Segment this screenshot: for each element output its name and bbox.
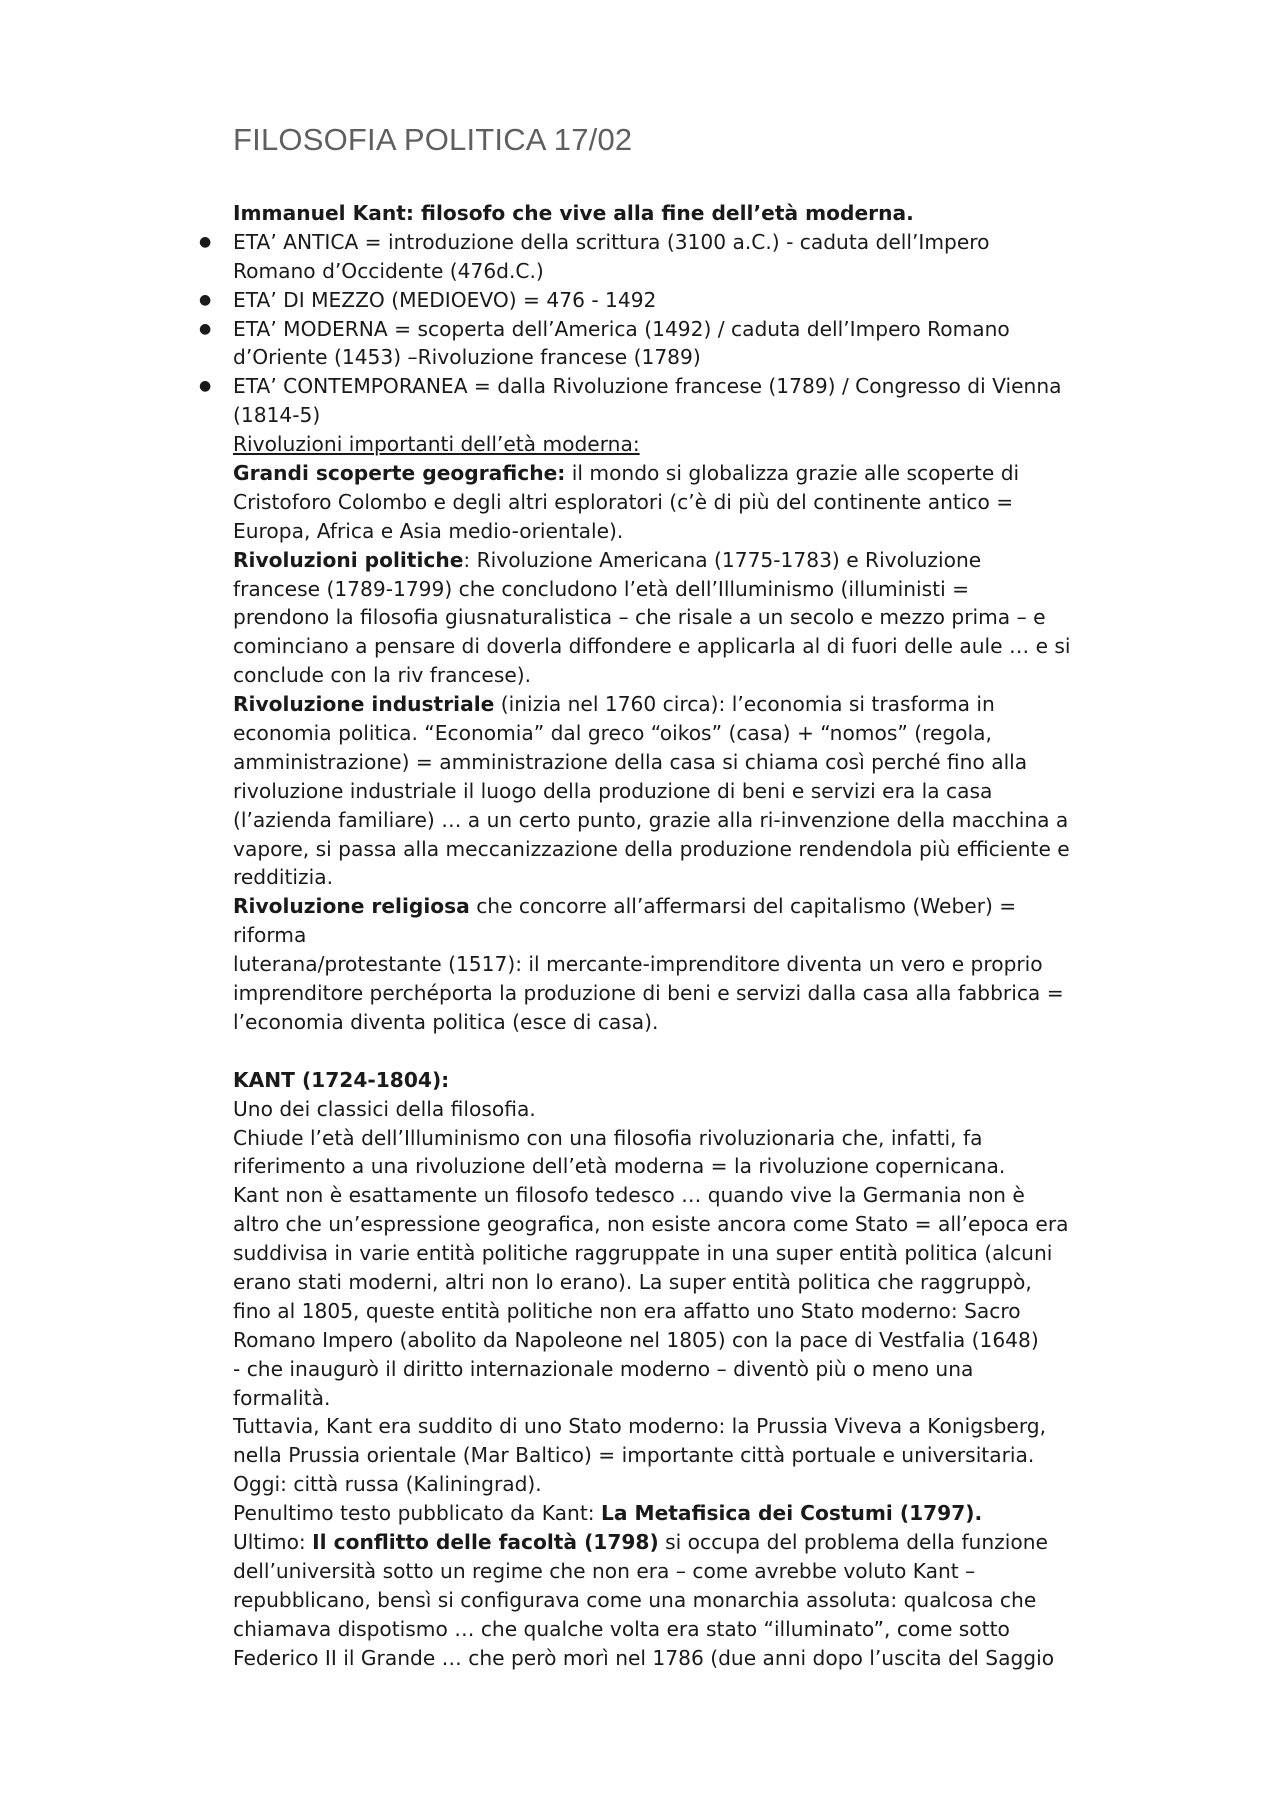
paragraph-line: Europa, Africa e Asia medio-orientale). xyxy=(233,518,624,543)
paragraph-line: rivoluzione industriale il luogo della produzione di beni e servizi era la casa xyxy=(233,778,993,803)
paragraph-line: Uno dei classici della filosofia. xyxy=(233,1096,536,1121)
paragraph-line: Kant non è esattamente un filosofo tedesco … quando vive la Germania non è xyxy=(233,1183,1025,1208)
list-item: ● ETA’ ANTICA = introduzione della scrittura (3100 a.C.) - caduta dell’Impero xyxy=(233,228,1233,257)
paragraph-line: Federico II il Grande … che però morì nel 1786 (due anni dopo l’uscita del Saggio xyxy=(233,1645,1055,1670)
paragraph-line: francese (1789-1799) che concludono l’età dell’Illuminismo (illuministi = xyxy=(233,576,970,601)
eras-list xyxy=(199,228,1233,430)
paragraph-line: dell’università sotto un regime che non era – come avrebbe voluto Kant – xyxy=(233,1558,976,1583)
paragraph-line: Grandi scoperte geografiche: il mondo si globalizza grazie alle scoperte di xyxy=(233,461,1020,486)
paragraph-line: - che inaugurò il diritto internazionale moderno – diventò più o meno una xyxy=(233,1356,974,1381)
paragraph-line: Rivoluzione religiosa che concorre all’affermarsi del capitalismo (Weber) = xyxy=(233,894,1017,919)
bullet-icon: ● xyxy=(199,320,212,337)
paragraph-line: Ultimo: Il conflitto delle facoltà (1798) si occupa del problema della funzione xyxy=(233,1529,1048,1554)
paragraph-line: Cristoforo Colombo e degli altri esploratori (c’è di più del continente antico = xyxy=(233,489,1014,514)
paragraph-line: imprenditore perchéporta la produzione di beni e servizi dalla casa alla fabbrica = xyxy=(233,981,1064,1006)
document-body xyxy=(199,199,1233,1672)
bullet-icon: ● xyxy=(199,378,212,395)
paragraph-line: vapore, si passa alla meccanizzazione della produzione rendendola più efficiente e xyxy=(233,836,1070,861)
paragraph-line: riferimento a una rivoluzione dell’età moderna = la rivoluzione copernicana. xyxy=(233,1154,1006,1179)
list-item: ● ETA’ CONTEMPORANEA = dalla Rivoluzione francese (1789) / Congresso di Vienna xyxy=(233,372,1233,401)
list-item: ● ETA’ MODERNA = scoperta dell’America (1492) / caduta dell’Impero Romano xyxy=(233,315,1233,344)
paragraph-line: Rivoluzioni politiche: Rivoluzione Americana (1775-1783) e Rivoluzione xyxy=(233,547,982,572)
list-item: ● ETA’ DI MEZZO (MEDIOEVO) = 476 - 1492 xyxy=(233,286,1233,315)
page-title: FILOSOFIA POLITICA 17/02 xyxy=(233,122,633,157)
intro-heading: Immanuel Kant: filosofo che vive alla fine dell’età moderna. xyxy=(233,201,914,225)
paragraph-line: amministrazione) = amministrazione della casa si chiama così perché fino alla xyxy=(233,749,1028,774)
paragraph-line: nella Prussia orientale (Mar Baltico) = importante città portuale e universitaria. xyxy=(233,1443,1035,1468)
paragraph-line: redditizia. xyxy=(233,865,334,890)
list-item-continuation: (1814-5) xyxy=(233,403,321,428)
list-item-continuation: d’Oriente (1453) –Rivoluzione francese (1789) xyxy=(233,345,701,370)
paragraph-line: Chiude l’età dell’Illuminismo con una filosofia rivoluzionaria che, infatti, fa xyxy=(233,1125,983,1150)
paragraph-line: luterana/protestante (1517): il mercante-imprenditore diventa un vero e proprio xyxy=(233,952,1043,977)
revolutions-heading: Rivoluzioni importanti dell’età moderna: xyxy=(233,432,640,457)
paragraph-line: Penultimo testo pubblicato da Kant: La Metafisica dei Costumi (1797). xyxy=(233,1501,983,1526)
paragraph-line: economia politica. “Economia” dal greco “oikos” (casa) + “nomos” (regola, xyxy=(233,721,992,746)
paragraph-line: altro che un’espressione geografica, non esiste ancora come Stato = all’epoca era xyxy=(233,1212,1069,1237)
paragraph-line: conclude con la riv francese). xyxy=(233,663,532,688)
bullet-icon: ● xyxy=(199,291,212,308)
paragraph-line: chiamava dispotismo … che qualche volta era stato “illuminato”, come sotto xyxy=(233,1616,1010,1641)
paragraph-line: (l’azienda familiare) … a un certo punto, grazie alla ri-invenzione della macchina a xyxy=(233,807,1069,832)
paragraph-line: prendono la filosofia giusnaturalistica – che risale a un secolo e mezzo prima – e xyxy=(233,605,1046,630)
paragraph-line: erano stati moderni, altri non lo erano). La super entità politica che raggruppò, xyxy=(233,1269,1032,1294)
paragraph-line: cominciano a pensare di doverla diffondere e applicarla al di fuori delle aule … e si xyxy=(233,634,1071,659)
kant-heading: KANT (1724-1804): xyxy=(233,1067,450,1092)
spacer xyxy=(233,1037,1233,1066)
paragraph-line: fino al 1805, queste entità politiche non era affatto uno Stato moderno: Sacro xyxy=(233,1298,1021,1323)
paragraph-line: l’economia diventa politica (esce di casa). xyxy=(233,1009,659,1034)
paragraph-line: suddivisa in varie entità politiche raggruppate in una super entità politica (alcuni xyxy=(233,1241,1053,1266)
paragraph-line: Oggi: città russa (Kaliningrad). xyxy=(233,1472,542,1497)
paragraph-line: Rivoluzione industriale (inizia nel 1760 circa): l’economia si trasforma in xyxy=(233,692,995,717)
paragraph-line: riforma xyxy=(233,923,307,948)
paragraph-line: Romano Impero (abolito da Napoleone nel 1805) con la pace di Vestfalia (1648) xyxy=(233,1327,1039,1352)
paragraph-line: Tuttavia, Kant era suddito di uno Stato moderno: la Prussia Viveva a Konigsberg, xyxy=(233,1414,1047,1439)
paragraph-line: repubblicano, bensì si configurava come una monarchia assoluta: qualcosa che xyxy=(233,1587,1037,1612)
list-item-continuation: Romano d’Occidente (476d.C.) xyxy=(233,258,544,283)
bullet-icon: ● xyxy=(199,233,212,250)
paragraph-line: formalità. xyxy=(233,1385,331,1410)
